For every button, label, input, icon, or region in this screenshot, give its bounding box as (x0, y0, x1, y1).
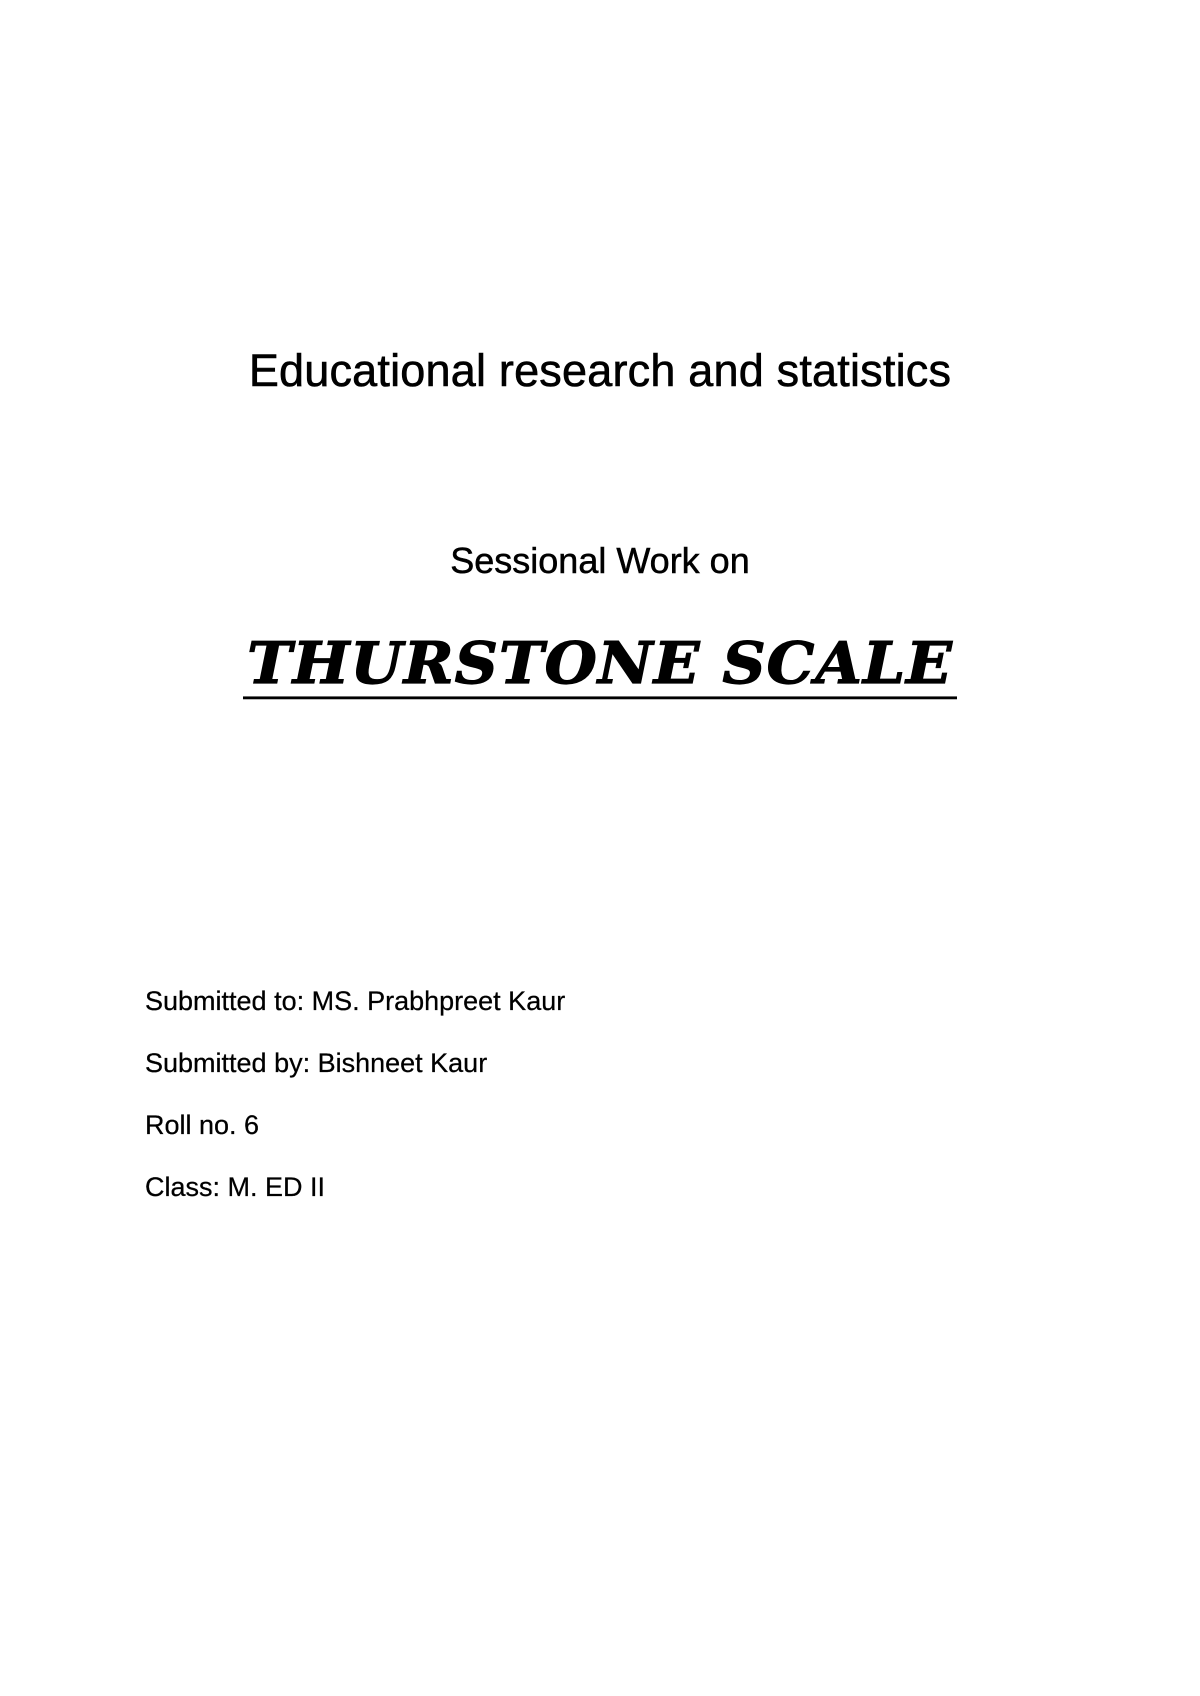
topic-title-wrapper (0, 632, 1200, 701)
submitted-to-line: Submitted to: MS. Prabhpreet Kaur (145, 986, 566, 1016)
submission-details (145, 985, 945, 1233)
sessional-label: Sessional Work on (450, 540, 750, 581)
subject-title: Educational research and statistics (248, 345, 952, 396)
topic-title: THURSTONE SCALE (243, 634, 957, 700)
class-line: Class: M. ED II (145, 1172, 326, 1202)
submitted-by-line: Submitted by: Bishneet Kaur (145, 1048, 488, 1078)
roll-number-line: Roll no. 6 (145, 1110, 260, 1140)
